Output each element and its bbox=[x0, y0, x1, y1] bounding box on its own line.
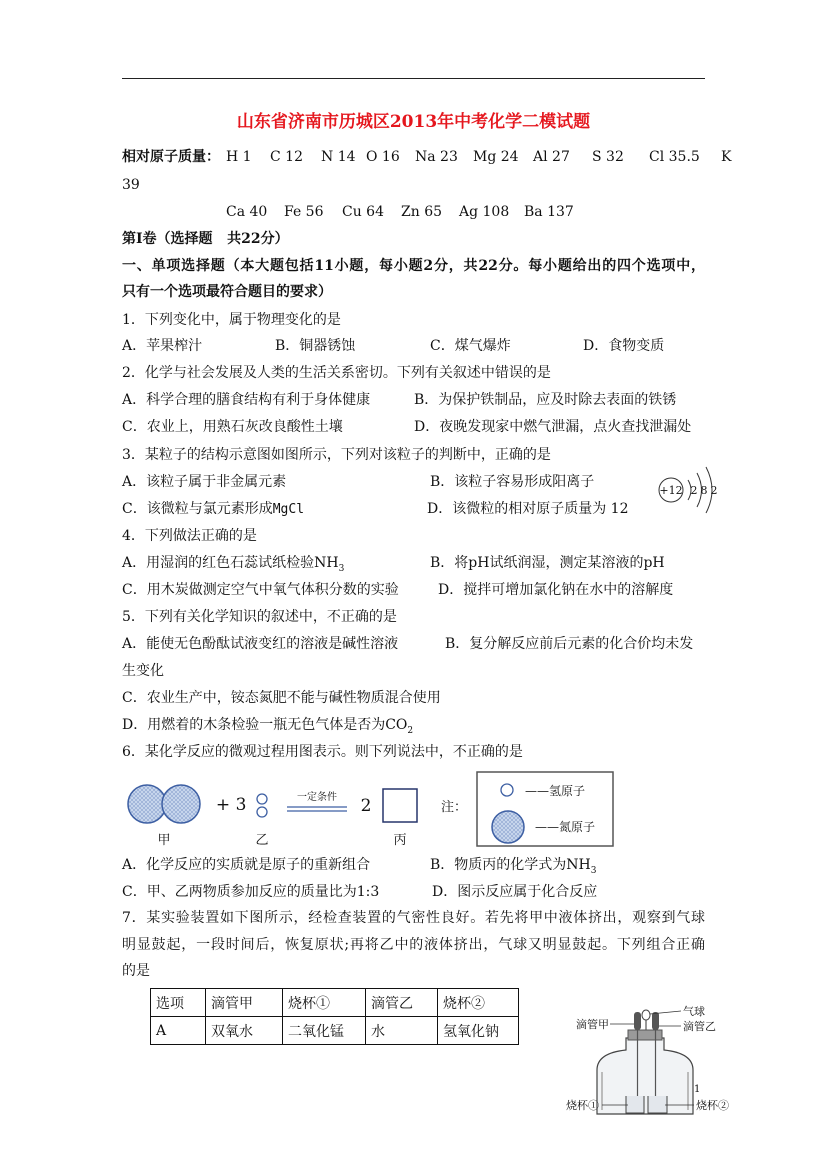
beaker-1 bbox=[626, 1096, 644, 1113]
question-option: A．能使无色酚酞试液变红的溶液是碱性溶液 bbox=[122, 636, 399, 652]
rubber-stopper bbox=[628, 1030, 662, 1040]
subscript: 3 bbox=[338, 563, 345, 574]
question-option: D．搅拌可增加氯化钠在水中的溶解度 bbox=[438, 582, 674, 598]
question-option: C．农业生产中，铵态氮肥不能与碱性物质混合使用 bbox=[122, 690, 441, 706]
option-text: A．用湿润的红色石蕊试纸检验NH bbox=[122, 555, 339, 571]
option-table bbox=[150, 988, 519, 1045]
question-stem: 5．下列有关化学知识的叙述中，不正确的是 bbox=[122, 609, 397, 625]
atomic-mass-item: K bbox=[721, 149, 732, 165]
question-stem: 1．下列变化中，属于物理变化的是 bbox=[122, 312, 341, 328]
atomic-mass-item: Cl 35.5 bbox=[649, 149, 700, 165]
dropper-a-bulb bbox=[634, 1012, 641, 1030]
question-option: A．该粒子属于非金属元素 bbox=[122, 474, 287, 490]
question-option: D．该微粒的相对原子质量为 12 bbox=[427, 501, 629, 517]
dropper-a-label: 滴管甲 bbox=[576, 1018, 609, 1031]
table-cell: 双氧水 bbox=[206, 1017, 283, 1045]
question-stem: 明显鼓起，一段时间后，恢复原状;再将乙中的液体挤出，气球又明显鼓起。下列组合正确 bbox=[122, 937, 705, 953]
question-stem: 7．某实验装置如下图所示，经检查装置的气密性良好。若先将甲中液体挤出，观察到气球 bbox=[122, 910, 705, 926]
question-option: C．煤气爆炸 bbox=[430, 338, 511, 354]
atomic-mass-item: Fe 56 bbox=[284, 204, 324, 220]
legend-item: ——氮原子 bbox=[535, 820, 596, 834]
legend-title: 注： bbox=[441, 800, 468, 815]
question-option: B．为保护铁制品，应及时除去表面的铁锈 bbox=[414, 392, 677, 408]
reactant-a-label: 甲 bbox=[157, 833, 171, 848]
nitrogen-atom-legend-icon bbox=[492, 811, 524, 843]
part-instruction-line: 只有一个选项最符合题目的要求） bbox=[122, 284, 332, 300]
reactant-b-label: 乙 bbox=[255, 833, 269, 848]
table-header-cell: 滴管乙 bbox=[366, 989, 438, 1017]
reaction-condition: 一定条件 bbox=[297, 792, 337, 803]
experiment-apparatus-diagram bbox=[560, 1000, 742, 1120]
table-header-cell: 选项 bbox=[151, 989, 206, 1017]
dropper-b-bulb bbox=[652, 1012, 659, 1030]
question-option: B．该粒子容易形成阳离子 bbox=[430, 474, 595, 490]
beaker-2 bbox=[648, 1096, 667, 1113]
question-option bbox=[122, 716, 413, 734]
nitrogen-atom-circle bbox=[162, 785, 200, 823]
question-option: D．食物变质 bbox=[583, 338, 665, 354]
option-text: D．用燃着的木条检验一瓶无色气体是否为CO bbox=[122, 717, 408, 733]
table-cell: 二氧化锰 bbox=[283, 1017, 366, 1045]
question-option: A．化学反应的实质就是原子的重新组合 bbox=[122, 857, 371, 873]
question-stem: 的是 bbox=[122, 963, 150, 979]
table-header-cell: 滴管甲 bbox=[206, 989, 283, 1017]
product-box bbox=[383, 789, 417, 822]
header-rule bbox=[122, 78, 705, 79]
nucleus-charge: +12 bbox=[659, 484, 683, 497]
gas-bottle bbox=[597, 1038, 693, 1114]
subscript: 3 bbox=[590, 865, 597, 876]
question-option bbox=[122, 500, 304, 519]
product-label: 丙 bbox=[393, 833, 407, 848]
table-header-row bbox=[151, 989, 519, 1017]
question-stem: 6．某化学反应的微观过程用图表示。则下列说法中，不正确的是 bbox=[122, 744, 523, 760]
option-text: C．该微粒与氯元素形成 bbox=[122, 501, 273, 517]
atomic-mass-item: Zn 65 bbox=[401, 204, 443, 220]
shell-electron-count: 8 bbox=[700, 484, 708, 497]
reaction-micro-diagram bbox=[120, 768, 620, 850]
atomic-mass-item: Ca 40 bbox=[226, 204, 268, 220]
atom-structure-diagram bbox=[652, 466, 724, 516]
atomic-mass-item: H 1 bbox=[226, 149, 252, 165]
hydrogen-atom-circle bbox=[257, 794, 267, 804]
table-cell: 氢氧化钠 bbox=[438, 1017, 519, 1045]
question-option: D．夜晚发现家中燃气泄漏，点火查找泄漏处 bbox=[414, 419, 692, 435]
atomic-mass-item: Ag 108 bbox=[459, 204, 510, 220]
section-heading: 第Ⅰ卷（选择题 共22分） bbox=[122, 231, 289, 247]
question-option: C．用木炭做测定空气中氧气体积分数的实验 bbox=[122, 582, 399, 598]
shell-electron-count: 2 bbox=[710, 484, 718, 497]
atomic-mass-item: S 32 bbox=[592, 149, 624, 165]
question-option: D．图示反应属于化合反应 bbox=[432, 884, 598, 900]
nitrogen-atom-circle bbox=[128, 785, 166, 823]
hydrogen-atom-circle bbox=[257, 807, 267, 817]
atomic-mass-item: Mg 24 bbox=[473, 149, 519, 165]
question-option bbox=[430, 856, 596, 874]
coefficient: 2 bbox=[360, 796, 372, 816]
question-option-continuation: 生变化 bbox=[122, 663, 164, 679]
table-header-cell: 烧杯② bbox=[438, 989, 519, 1017]
question-stem: 4．下列做法正确的是 bbox=[122, 528, 257, 544]
atomic-mass-item: O 16 bbox=[366, 149, 400, 165]
question-option: B．铜器锈蚀 bbox=[275, 338, 356, 354]
question-option: A．科学合理的膳食结构有利于身体健康 bbox=[122, 392, 371, 408]
hydrogen-atom-legend-icon bbox=[501, 784, 513, 796]
table-header-cell: 烧杯① bbox=[283, 989, 366, 1017]
beaker-2-label: 烧杯② bbox=[696, 1099, 729, 1112]
atomic-mass-item: C 12 bbox=[270, 149, 303, 165]
question-option bbox=[122, 554, 344, 572]
question-option: C．甲、乙两物质参加反应的质量比为1:3 bbox=[122, 884, 380, 900]
balloon-label: 气球 bbox=[683, 1005, 705, 1018]
plus-sign: + bbox=[215, 795, 231, 815]
atomic-mass-item: Na 23 bbox=[415, 149, 458, 165]
subscript: 2 bbox=[407, 725, 414, 736]
table-cell: 水 bbox=[366, 1017, 438, 1045]
balloon bbox=[642, 1010, 650, 1020]
atomic-mass-item: 39 bbox=[122, 177, 140, 193]
exam-title: 山东省济南市历城区2013年中考化学二模试题 bbox=[236, 112, 591, 132]
atomic-mass-label: 相对原子质量： bbox=[122, 149, 220, 165]
atomic-mass-item: Ba 137 bbox=[524, 204, 574, 220]
question-option: B．复分解反应前后元素的化合价均未发 bbox=[445, 636, 694, 652]
atomic-mass-item: Cu 64 bbox=[342, 204, 384, 220]
legend-item: ——氢原子 bbox=[525, 784, 586, 798]
question-option: A．苹果榨汁 bbox=[122, 338, 203, 354]
question-stem: 2．化学与社会发展及人类的生活关系密切。下列有关叙述中错误的是 bbox=[122, 365, 551, 381]
question-option: C．农业上，用熟石灰改良酸性土壤 bbox=[122, 419, 343, 435]
table-row bbox=[151, 1017, 519, 1045]
question-option: B．将pH试纸润湿，测定某溶液的pH bbox=[430, 555, 665, 571]
question-stem: 3．某粒子的结构示意图如图所示，下列对该粒子的判断中，正确的是 bbox=[122, 447, 551, 463]
coefficient: 3 bbox=[235, 795, 247, 815]
atomic-mass-item: Al 27 bbox=[533, 149, 570, 165]
dropper-b-label: 滴管乙 bbox=[683, 1020, 716, 1033]
shell-electron-count: 2 bbox=[690, 484, 698, 497]
chemical-formula: MgCl bbox=[272, 502, 305, 517]
page-number: 1 bbox=[694, 1084, 701, 1095]
option-text: B．物质丙的化学式为NH bbox=[430, 857, 591, 873]
atomic-mass-item: N 14 bbox=[321, 149, 356, 165]
table-cell: A bbox=[151, 1017, 206, 1045]
part-instruction-line: 一、单项选择题（本大题包括11小题，每小题2分，共22分。每小题给出的四个选项中， bbox=[122, 258, 705, 274]
beaker-1-label: 烧杯① bbox=[566, 1099, 599, 1112]
